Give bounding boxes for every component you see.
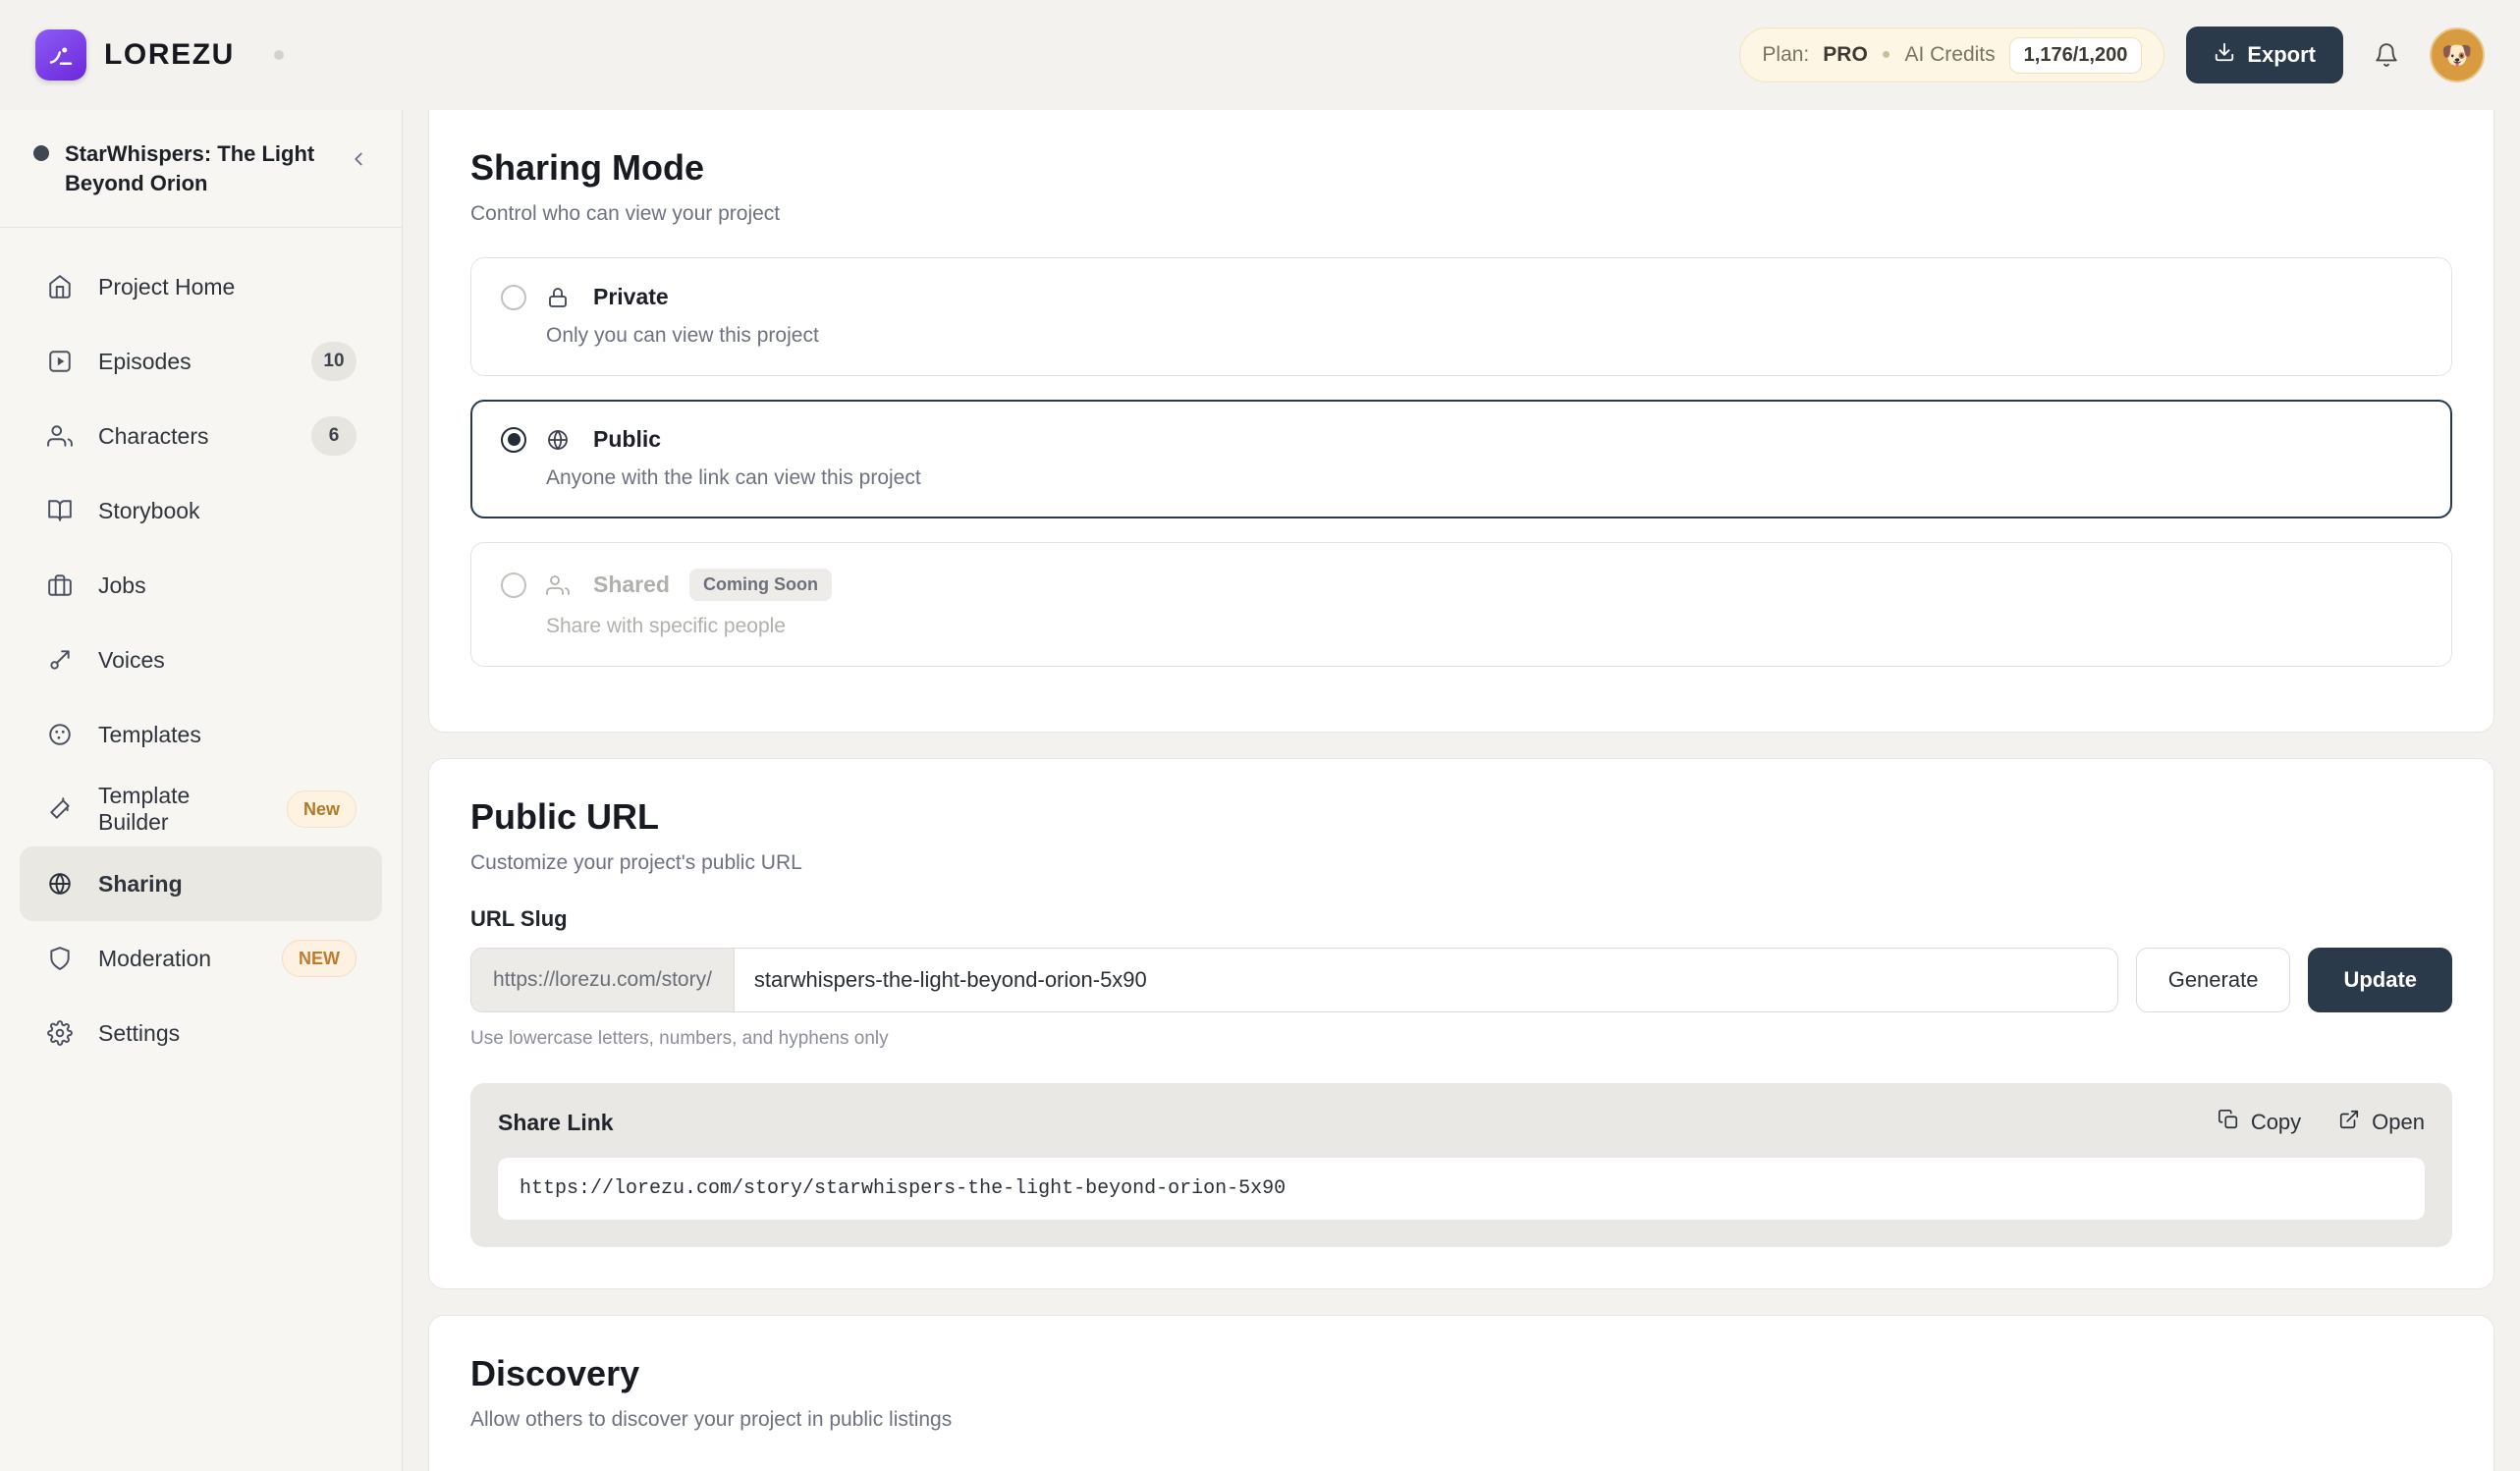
sidebar-item-moderation[interactable]	[20, 921, 382, 996]
update-slug-button[interactable]: Update	[2308, 948, 2452, 1012]
private-label: Private	[593, 284, 669, 309]
project-header	[0, 110, 402, 228]
project-title: StarWhispers: The Light Beyond Orion	[65, 141, 315, 195]
palette-icon	[45, 722, 75, 747]
discovery-title: Discovery	[470, 1353, 640, 1393]
template-builder-new-badge: New	[287, 790, 356, 828]
url-prefix: https://lorezu.com/story/	[471, 949, 735, 1011]
public-url-card	[428, 758, 2494, 1289]
share-url-text[interactable]: https://lorezu.com/story/starwhispers-the-light-beyond-orion-5x90	[498, 1158, 2425, 1220]
url-slug-input[interactable]	[735, 949, 2117, 1011]
home-icon	[45, 274, 75, 300]
open-link-button[interactable]	[2338, 1109, 2425, 1136]
credits-value: 1,176/1,200	[2009, 37, 2143, 74]
copy-icon	[2218, 1109, 2239, 1136]
public-url-subtitle: Customize your project's public URL	[470, 851, 802, 874]
sidebar-item-storybook[interactable]	[20, 473, 382, 548]
shared-radio	[501, 572, 526, 598]
users-icon	[45, 423, 75, 449]
export-label: Export	[2247, 42, 2316, 67]
sidebar-item-label: Characters	[98, 422, 209, 449]
play-square-icon	[45, 349, 75, 374]
sidebar	[0, 110, 403, 1471]
url-slug-label: URL Slug	[470, 906, 568, 931]
sidebar-item-project-home[interactable]	[20, 249, 382, 324]
discovery-subtitle: Allow others to discover your project in public listings	[470, 1408, 953, 1431]
sidebar-item-characters[interactable]	[20, 399, 382, 473]
episodes-count-badge: 10	[311, 342, 356, 381]
external-link-icon	[2338, 1109, 2360, 1136]
sidebar-item-label: Episodes	[98, 348, 192, 374]
sidebar-item-label: Settings	[98, 1019, 181, 1046]
url-slug-row	[470, 948, 2452, 1012]
sidebar-item-sharing[interactable]	[20, 846, 382, 921]
url-slug-hint: Use lowercase letters, numbers, and hyphens only	[470, 1028, 889, 1049]
shared-label: Shared	[593, 572, 670, 597]
private-description: Only you can view this project	[546, 324, 819, 347]
top-bar-actions	[1739, 27, 2485, 83]
copy-link-button[interactable]	[2218, 1109, 2301, 1136]
sidebar-item-label: Templates	[98, 721, 201, 747]
copy-label: Copy	[2250, 1110, 2302, 1134]
users-icon	[546, 573, 574, 597]
briefcase-icon	[45, 572, 75, 598]
sidebar-item-label: Storybook	[98, 497, 200, 523]
bell-icon[interactable]	[2365, 33, 2408, 77]
sidebar-item-jobs[interactable]	[20, 548, 382, 623]
public-label: Public	[593, 426, 662, 452]
download-icon	[2214, 41, 2235, 69]
plan-separator: ●	[1881, 46, 1891, 63]
chevron-left-icon[interactable]	[341, 141, 376, 177]
book-icon	[45, 498, 75, 523]
sidebar-item-voices[interactable]	[20, 623, 382, 697]
sidebar-nav	[0, 228, 402, 1070]
credits-label: AI Credits	[1904, 43, 1996, 66]
sidebar-item-template-builder[interactable]	[20, 772, 382, 846]
public-url-title: Public URL	[470, 796, 660, 837]
shield-icon	[45, 946, 75, 971]
avatar[interactable]	[2430, 27, 2485, 82]
url-slug-field[interactable]	[470, 948, 2118, 1012]
sharing-option-private[interactable]	[470, 257, 2452, 376]
project-status-dot	[33, 145, 49, 161]
plan-credits-pill[interactable]	[1739, 27, 2164, 82]
plan-label: Plan:	[1762, 43, 1810, 66]
sharing-mode-card	[428, 110, 2494, 733]
export-button[interactable]	[2186, 27, 2343, 83]
page-title: Sharing Mode	[470, 147, 705, 188]
avatar-emoji: 🐶	[2440, 39, 2474, 70]
sidebar-item-label: Sharing	[98, 870, 183, 897]
mic-icon	[45, 647, 75, 673]
gear-icon	[45, 1020, 75, 1046]
sidebar-item-label: Jobs	[98, 572, 146, 598]
sidebar-item-templates[interactable]	[20, 697, 382, 772]
generate-slug-button[interactable]: Generate	[2136, 948, 2291, 1012]
share-link-title: Share Link	[498, 1109, 614, 1135]
lock-icon	[546, 286, 574, 309]
characters-count-badge: 6	[311, 416, 356, 456]
plan-value: PRO	[1823, 43, 1868, 66]
shared-description: Share with specific people	[546, 615, 786, 637]
sidebar-item-label: Project Home	[98, 273, 236, 300]
public-radio[interactable]	[501, 427, 526, 453]
wand-icon	[45, 796, 75, 822]
private-radio[interactable]	[501, 285, 526, 310]
main-content	[403, 110, 2520, 1471]
sidebar-item-label: Template Builder	[98, 783, 191, 836]
sidebar-item-label: Voices	[98, 646, 165, 673]
brand-name: LOREZU	[104, 38, 235, 71]
moderation-new-badge: NEW	[282, 940, 356, 977]
sharing-mode-subtitle: Control who can view your project	[470, 202, 781, 225]
open-label: Open	[2372, 1110, 2425, 1134]
discovery-card	[428, 1315, 2494, 1471]
app-logo-icon	[35, 29, 86, 81]
public-description: Anyone with the link can view this project	[546, 466, 921, 489]
brand[interactable]	[35, 29, 284, 81]
globe-icon	[45, 871, 75, 897]
coming-soon-badge: Coming Soon	[689, 569, 832, 601]
sidebar-item-settings[interactable]	[20, 996, 382, 1070]
top-bar	[0, 0, 2520, 110]
status-dot	[274, 50, 284, 60]
share-link-box	[470, 1083, 2452, 1247]
sidebar-item-episodes[interactable]	[20, 324, 382, 399]
globe-icon	[546, 428, 574, 452]
sharing-option-shared	[470, 542, 2452, 667]
sharing-option-public[interactable]	[470, 400, 2452, 518]
sidebar-item-label: Moderation	[98, 945, 212, 971]
